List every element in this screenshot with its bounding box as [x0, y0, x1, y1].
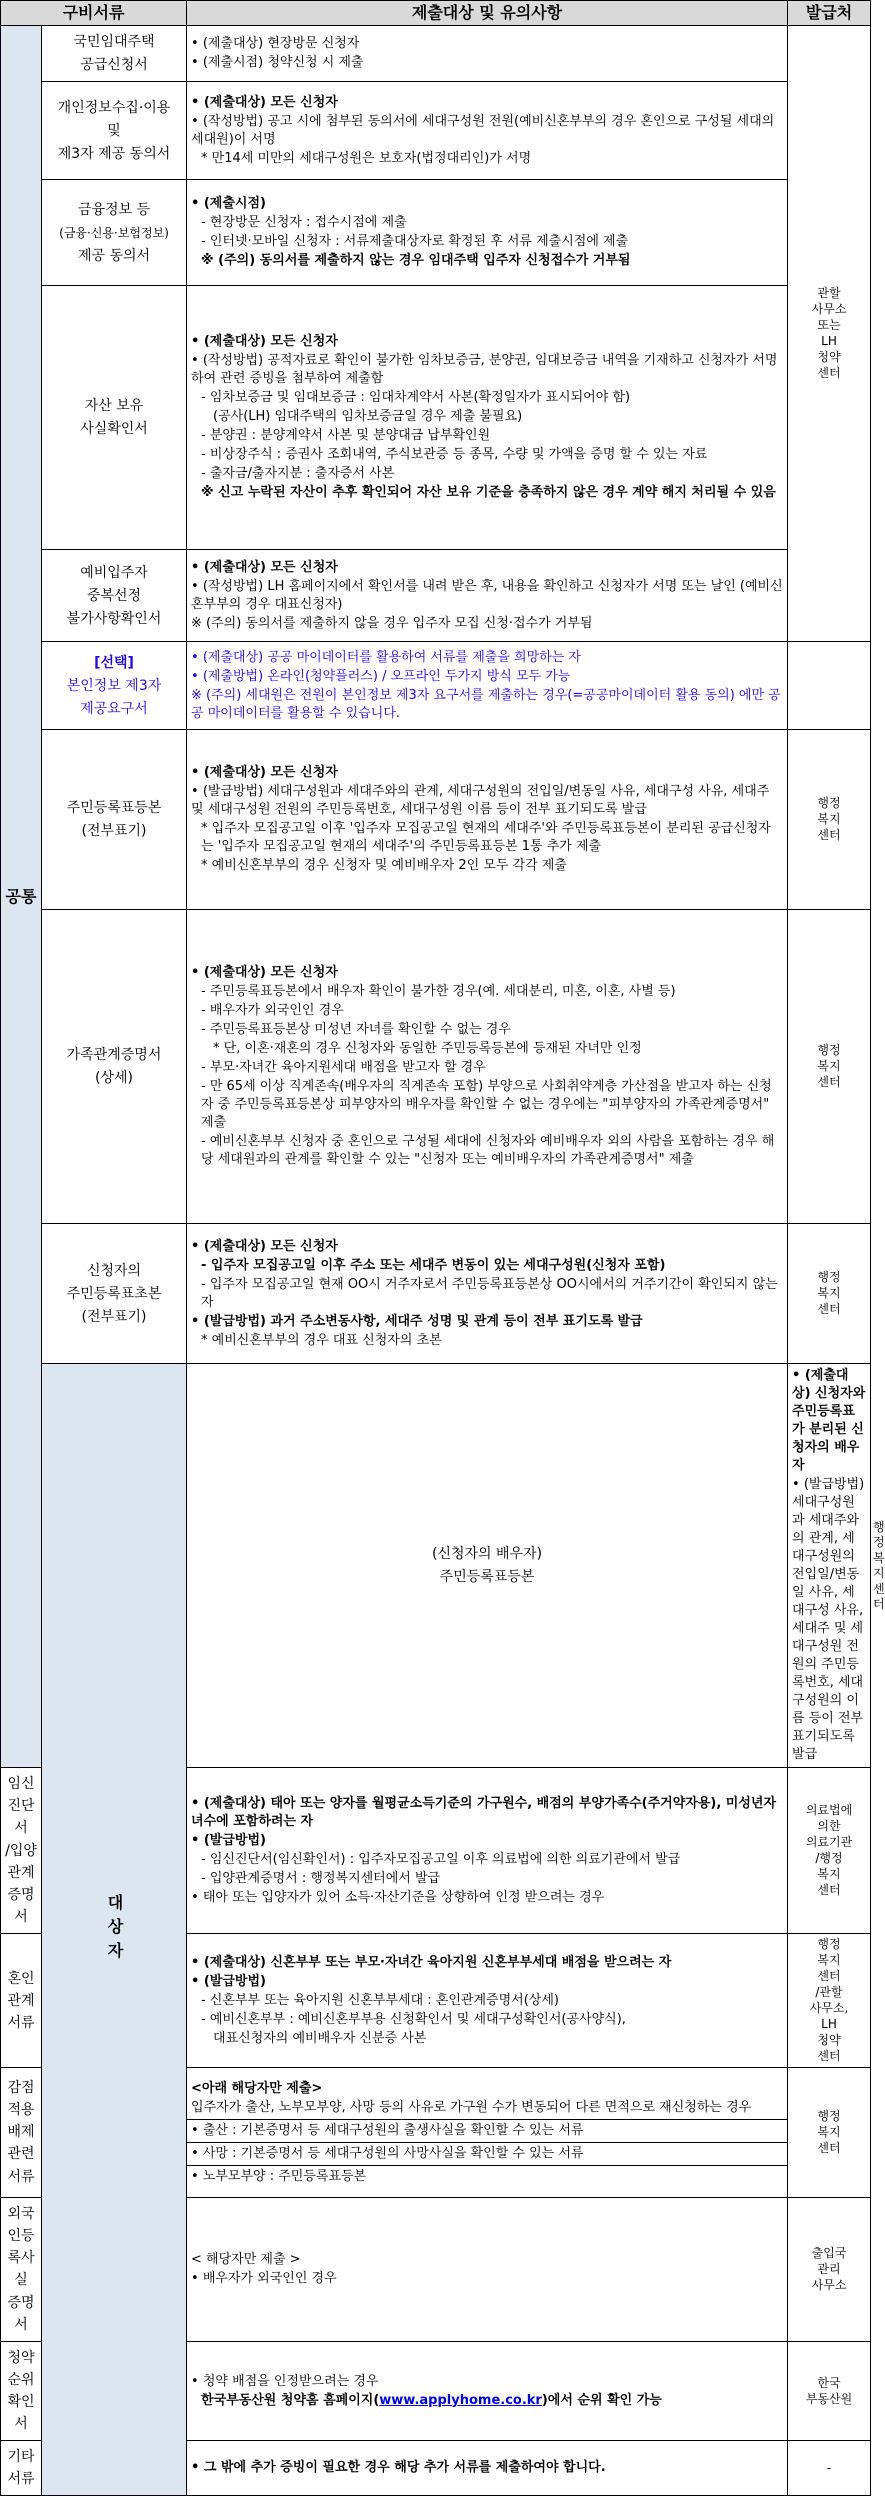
content-cell: • (제출대상) 모든 신청자 - 주민등록표등본에서 배우자 확인이 불가한 경우(예. 세대분리, 미혼, 이혼, 사별 등) - 배우자가 외국인인 경우 - 주민등록표등본상 미성년 자녀를 확인할 수 없는 경우 * 단, 이혼·재혼의 경우 신청자와 동일한 주민등록등본에 등재된 자녀만 인정 - 부모·자녀간 육아지원세대 배점을 받고자 할 경우 - 만 65세 이상 직계존속(배우자의 직계존속 포함) 부양으로 사회취약계층 가산점을 받고자 하는 신청자 중 주민등록표등본상 피부양자의 배우자를 확인할 수 없는 경우에는 "피부양자의 가족관계증명서" 제출 - 예비신혼부부 신청자 중 혼인으로 구성될 세대에 신청자와 예비배우자 외의 사람을 포함하는 경우 해당 세대원과의 관계를 확인할 수 있는 "신청자 또는 예비배우자의 가족관계증명서" 제출 — [187, 910, 788, 1224]
doc-name: 청약순위확인서 — [1, 2342, 42, 2441]
content-cell: • (제출대상) 모든 신청자 • (작성방법) LH 홈페이지에서 확인서를 내려 받은 후, 내용을 확인하고 신청자가 서명 또는 날인 (예비신혼부부의 경우 대표신청자) ※ (주의) 동의서를 제출하지 않을 경우 입주자 모집 신청·접수가 거부됨 — [187, 550, 788, 642]
table-header-row — [1, 1, 871, 26]
doc-name: 외국인등록사실 증명서 — [1, 2198, 42, 2342]
table-row — [1, 1224, 871, 1364]
applyhome-link[interactable]: www.applyhome.co.kr — [379, 2392, 542, 2408]
doc-name: 자산 보유 사실확인서 — [42, 286, 187, 550]
header-issuer: 발급처 — [788, 1, 871, 26]
doc-name: [선택] 본인정보 제3자 제공요구서 — [42, 642, 187, 730]
doc-name: 국민임대주택 공급신청서 — [42, 26, 187, 82]
issuer-cell: 행정 복지 센터 /관할 사무소, LH 청약 센터 — [788, 1934, 871, 2068]
issuer-cell: - — [788, 2441, 871, 2496]
doc-name: 주민등록표등본 (전부표기) — [42, 730, 187, 910]
doc-name: 금융정보 등 (금융·신용·보험정보) 제공 동의서 — [42, 180, 187, 286]
doc-name: 기타서류 — [1, 2441, 42, 2496]
content-cell: • (제출대상) 공공 마이데이터를 활용하여 서류를 제출을 희망하는 자 • (제출방법) 온라인(청약플러스) / 오프라인 두가지 방식 모두 가능 ※ (주의) 세대원은 전원이 본인정보 제3자 요구서를 제출하는 경우(=공공마이데이터 활용 동의) 에만 공공 마이데이터를 활용할 수 있습니다. — [187, 642, 788, 730]
table-row — [1, 82, 871, 180]
content-cell: • (제출대상) 모든 신청자 • (발급방법) 세대구성원과 세대주와의 관계, 세대구성원의 전입일/변동일 사유, 세대구성 사유, 세대주 및 세대구성원 전원의 주민등록번호, 세대구성원 이름 등이 전부 표기되도록 발급 * 입주자 모집공고일 이후 '입주자 모집공고일 현재의 세대주'와 주민등록표등본이 분리된 공급신청자는 '입주자 모집공고일 현재의 세대주'의 주민등록표등본 1통 추가 제출 * 예비신혼부부의 경우 신청자 및 예비배우자 2인 모두 각각 제출 — [187, 730, 788, 910]
content-cell: • 그 밖에 추가 증빙이 필요한 경우 해당 추가 서류를 제출하여야 합니다. — [187, 2441, 788, 2496]
issuer-cell: 의료법에 의한 의료기관 /행정 복지 센터 — [788, 1768, 871, 1934]
content-cell: • (제출대상) 모든 신청자 • (작성방법) 공적자료로 확인이 불가한 임차보증금, 분양권, 임대보증금 내역을 기재하고 신청자가 서명하여 관련 증빙을 첨부하여 제출함 - 임차보증금 및 임대보증금 : 임대차계약서 사본(확정일자가 표시되어야 함) (공사(LH) 임대주택의 임차보증금일 경우 제출 불필요) - 분양권 : 분양계약서 사본 및 분양대금 납부확인원 - 비상장주식 : 증권사 조회내역, 주식보관증 등 종목, 수량 및 가액을 증명 할 수 있는 자료 - 출자금/출자지분 : 출자증서 사본 ※ 신고 누락된 자산이 추후 확인되어 자산 보유 기준을 충족하지 않은 경우 계약 해지 처리될 수 있음 — [187, 286, 788, 550]
header-content: 제출대상 및 유의사항 — [187, 1, 788, 26]
issuer-cell: 한국 부동산원 — [788, 2342, 871, 2441]
issuer-cell: 행정 복지 센터 — [788, 910, 871, 1224]
issuer-cell-empty — [788, 642, 871, 730]
row-divider — [187, 2165, 787, 2166]
content-cell: • (제출시점) - 현장방문 신청자 : 접수시점에 제출 - 인터넷·모바일 신청자 : 서류제출대상자로 확정된 후 서류 제출시점에 제출 ※ (주의) 동의서를 제출하지 않는 경우 임대주택 입주자 신청접수가 거부됨 — [187, 180, 788, 286]
issuer-cell: 행정 복지 센터 — [788, 2068, 871, 2198]
content-cell: < 해당자만 제출 > • 배우자가 외국인인 경우 — [187, 2198, 788, 2342]
table-row — [1, 642, 871, 730]
issuer-cell: 출입국 관리 사무소 — [788, 2198, 871, 2342]
table-row — [1, 286, 871, 550]
content-cell: • 청약 배점을 인정받으려는 경우 한국부동산원 청약홈 홈페이지(www.applyhome.co.kr)에서 순위 확인 가능 — [187, 2342, 788, 2441]
content-cell: <아래 해당자만 제출> 입주자가 출산, 노부모부양, 사망 등의 사유로 가구원 수가 변동되어 다른 면적으로 재신청하는 경우 • 출산 : 기본증명서 등 세대구성원의 출생사실을 확인할 수 있는 서류 • 사망 : 기본증명서 등 세대구성원의 사망사실을 확인할 수 있는 서류 • 노부모부양 : 주민등록표등본 — [187, 2068, 788, 2198]
table-row: 대상자 (신청자의 배우자) 주민등록표등본 • (제출대상) 신청자와 주민등록표가 분리된 신청자의 배우자 • (발급방법) 세대구성원과 세대주와의 관계, 세대구성원의 전입일/변동일 사유, 세대구성 사유, 세대주 및 세대구성원 전원의 주민등록번호, 세대구성원의 이름 등이 전부 표기되도록 발급 행정 복지 센터 — [1, 1364, 871, 1768]
applyhome-line: 한국부동산원 청약홈 홈페이지(www.applyhome.co.kr)에서 순위 확인 가능 — [201, 2392, 662, 2408]
content-cell: • (제출대상) 신청자와 주민등록표가 분리된 신청자의 배우자 • (발급방법) 세대구성원과 세대주와의 관계, 세대구성원의 전입일/변동일 사유, 세대구성 사유, 세대주 및 세대구성원 전원의 주민등록번호, 세대구성원의 이름 등이 전부 표기되도록 발급 — [788, 1364, 871, 1768]
table-row — [1, 550, 871, 642]
content-cell: • (제출대상) 신혼부부 또는 부모·자녀간 육아지원 신혼부부세대 배점을 받으려는 자 • (발급방법) - 신혼부부 또는 육아지원 신혼부부세대 : 혼인관계증명서(상세) - 예비신혼부부 : 예비신혼부부용 신청확인서 및 세대구성확인서(공사양식), 대표신청자의 예비배우자 신분증 사본 — [187, 1934, 788, 2068]
doc-name: 혼인관계서류 — [1, 1934, 42, 2068]
table-row — [1, 730, 871, 910]
doc-name: 신청자의 주민등록표초본 (전부표기) — [42, 1224, 187, 1364]
row-divider — [187, 2142, 787, 2143]
issuer-cell: 관할 사무소 또는 LH 청약 센터 — [788, 26, 871, 642]
doc-name: 예비입주자 중복선정 불가사항확인서 — [42, 550, 187, 642]
doc-name: (신청자의 배우자) 주민등록표등본 — [187, 1364, 788, 1768]
header-doc: 구비서류 — [1, 1, 187, 26]
doc-name: 가족관계증명서 (상세) — [42, 910, 187, 1224]
content-cell: • (제출대상) 모든 신청자 • (작성방법) 공고 시에 첨부된 동의서에 세대구성원 전원(예비신혼부부의 경우 혼인으로 구성될 세대의 세대원)이 서명 * 만14세 미만의 세대구성원은 보호자(법정대리인)가 서명 — [187, 82, 788, 180]
row-divider — [187, 2119, 787, 2120]
doc-name: 개인정보수집·이용 및 제3자 제공 동의서 — [42, 82, 187, 180]
doc-name: 감점 적용 배제 관련 서류 — [1, 2068, 42, 2198]
group-common: 공통 — [1, 26, 42, 1768]
issuer-cell: 행정 복지 센터 — [788, 1224, 871, 1364]
content-cell: • (제출대상) 현장방문 신청자 • (제출시점) 청약신청 시 제출 — [187, 26, 788, 82]
content-cell: • (제출대상) 태아 또는 양자를 월평균소득기준의 가구원수, 배점의 부양가족수(주거약자용), 미성년자녀수에 포함하려는 자 • (발급방법) - 임신진단서(임신확인서) : 입주자모집공고일 이후 의료법에 의한 의료기관에서 발급 - 입양관계증명서 : 행정복지센터에서 발급 • 태아 또는 입양자가 있어 소득·자산기준을 상향하여 인정 받으려는 경우 — [187, 1768, 788, 1934]
table-row — [1, 910, 871, 1224]
doc-name: 임신진단서 /입양관계증명서 — [1, 1768, 42, 1934]
group-target: 대상자 — [42, 1364, 187, 2496]
issuer-cell: 행정 복지 센터 — [788, 730, 871, 910]
content-cell: • (제출대상) 모든 신청자 - 입주자 모집공고일 이후 주소 또는 세대주 변동이 있는 세대구성원(신청자 포함) - 입주자 모집공고일 현재 OO시 거주자로서 주민등록표등본상 OO시에서의 거주기간이 확인되지 않는 자 • (발급방법) 과거 주소변동사항, 세대주 성명 및 관계 등이 전부 표기도록 발급 * 예비신혼부부의 경우 대표 신청자의 초본 — [187, 1224, 788, 1364]
table-row — [1, 26, 871, 82]
table-row — [1, 180, 871, 286]
